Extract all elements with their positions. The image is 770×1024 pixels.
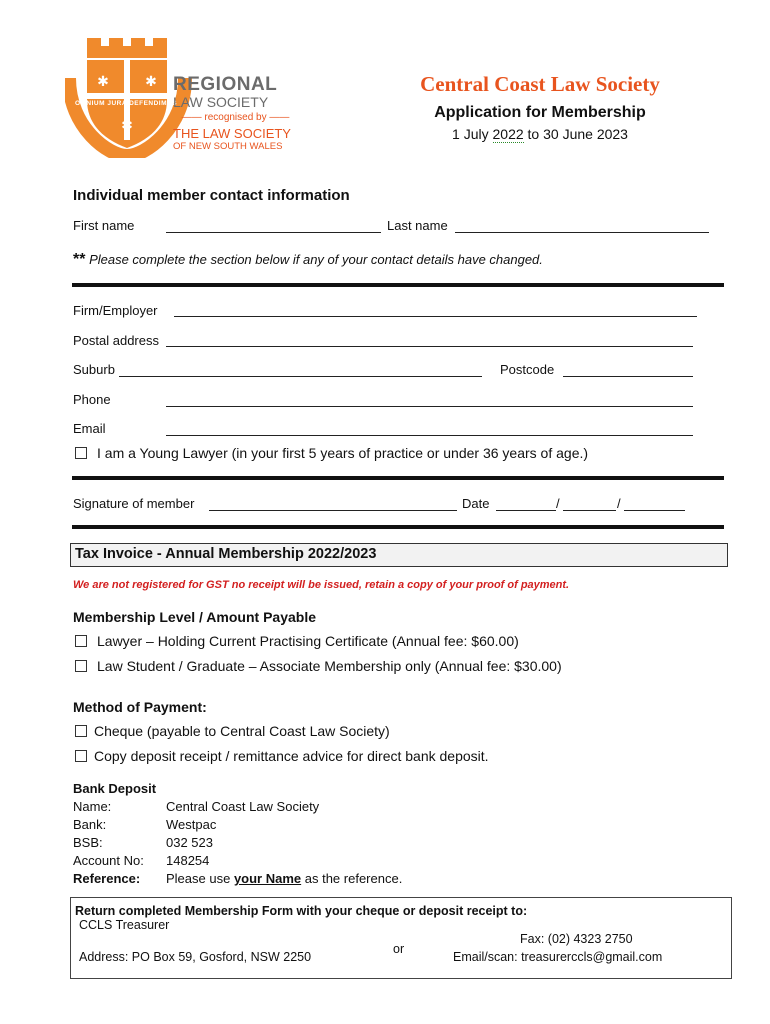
young-lawyer-checkbox[interactable] xyxy=(75,447,87,459)
logo-line1: REGIONAL xyxy=(173,74,278,95)
return-email: Email/scan: treasurerccls@gmail.com xyxy=(453,950,663,964)
firm-field[interactable] xyxy=(174,316,697,317)
date-slash: / xyxy=(556,496,560,511)
payment-deposit[interactable]: Copy deposit receipt / remittance advice for direct bank deposit. xyxy=(75,748,489,764)
date-year-field[interactable] xyxy=(624,510,685,511)
postcode-field[interactable] xyxy=(563,376,693,377)
return-address: Address: PO Box 59, Gosford, NSW 2250 xyxy=(79,950,312,964)
last-name-field[interactable] xyxy=(455,232,709,233)
payment-method-heading: Method of Payment: xyxy=(73,699,207,715)
logo-line3: —— recognised by —— xyxy=(181,112,290,123)
svg-text:✱: ✱ xyxy=(97,73,109,89)
logo-line5: OF NEW SOUTH WALES xyxy=(173,141,283,152)
return-or: or xyxy=(393,942,405,956)
cheque-checkbox[interactable] xyxy=(75,725,87,737)
return-instructions-box xyxy=(70,897,732,979)
date-label: Date xyxy=(462,496,490,511)
tax-invoice-heading-box xyxy=(70,543,728,567)
payment-cheque[interactable]: Cheque (payable to Central Coast Law Society) xyxy=(75,723,390,739)
signature-field[interactable] xyxy=(209,510,457,511)
svg-text:✱: ✱ xyxy=(145,73,157,89)
option-lawyer[interactable]: Lawyer – Holding Current Practising Certificate (Annual fee: $60.00) xyxy=(75,633,519,649)
form-title: Application for Membership xyxy=(434,104,646,121)
bank-row: BSB: 032 523 xyxy=(73,835,213,850)
bank-row: Reference: Please use your Name as the reference. xyxy=(73,871,403,886)
postcode-label: Postcode xyxy=(500,362,555,377)
date-day-field[interactable] xyxy=(496,510,556,511)
divider xyxy=(72,525,724,529)
bank-row: Bank: Westpac xyxy=(73,817,217,832)
phone-label: Phone xyxy=(73,392,111,407)
bank-deposit-heading: Bank Deposit xyxy=(73,781,157,796)
membership-level-heading: Membership Level / Amount Payable xyxy=(73,609,316,625)
firm-label: Firm/Employer xyxy=(73,303,158,318)
student-checkbox[interactable] xyxy=(75,660,87,672)
update-note: ** Please complete the section below if any of your contact details have changed. xyxy=(73,251,543,268)
email-field[interactable] xyxy=(166,435,693,436)
org-title: Central Coast Law Society xyxy=(420,72,660,96)
phone-field[interactable] xyxy=(166,406,693,407)
return-treasurer: CCLS Treasurer xyxy=(79,918,170,932)
svg-text:✱: ✱ xyxy=(121,117,133,133)
first-name-field[interactable] xyxy=(166,232,381,233)
gst-note: We are not registered for GST no receipt will be issued, retain a copy of your proof of payment. xyxy=(73,579,570,591)
email-label: Email xyxy=(73,421,106,436)
signature-label: Signature of member xyxy=(73,496,195,511)
first-name-label: First name xyxy=(73,218,135,233)
contact-heading: Individual member contact information xyxy=(73,187,350,204)
tax-invoice-heading: Tax Invoice - Annual Membership 2022/2023 xyxy=(75,546,377,562)
logo-line2: LAW SOCIETY xyxy=(173,94,269,110)
last-name-label: Last name xyxy=(387,218,448,233)
postal-field[interactable] xyxy=(166,346,693,347)
postal-label: Postal address xyxy=(73,333,159,348)
divider xyxy=(72,476,724,480)
regional-law-society-logo xyxy=(65,38,310,158)
bank-row: Account No: 148254 xyxy=(73,853,210,868)
logo-motto: OMNIUM JURA DEFENDIMUS xyxy=(74,100,178,107)
return-fax: Fax: (02) 4323 2750 xyxy=(520,932,633,946)
lawyer-checkbox[interactable] xyxy=(75,635,87,647)
return-heading: Return completed Membership Form with your cheque or deposit receipt to: xyxy=(75,904,528,918)
suburb-field[interactable] xyxy=(119,376,482,377)
deposit-checkbox[interactable] xyxy=(75,750,87,762)
date-month-field[interactable] xyxy=(563,510,616,511)
young-lawyer-option[interactable]: I am a Young Lawyer (in your first 5 years of practice or under 36 years of age.) xyxy=(75,445,588,461)
bank-row: Name: Central Coast Law Society xyxy=(73,799,320,814)
bank-deposit-details xyxy=(73,780,402,888)
option-student[interactable]: Law Student / Graduate – Associate Membership only (Annual fee: $30.00) xyxy=(75,658,562,674)
divider xyxy=(72,283,724,287)
date-slash: / xyxy=(617,496,621,511)
suburb-label: Suburb xyxy=(73,362,115,377)
membership-period: 1 July 2022 to 30 June 2023 xyxy=(452,126,628,142)
logo-line4: THE LAW SOCIETY xyxy=(173,126,291,141)
